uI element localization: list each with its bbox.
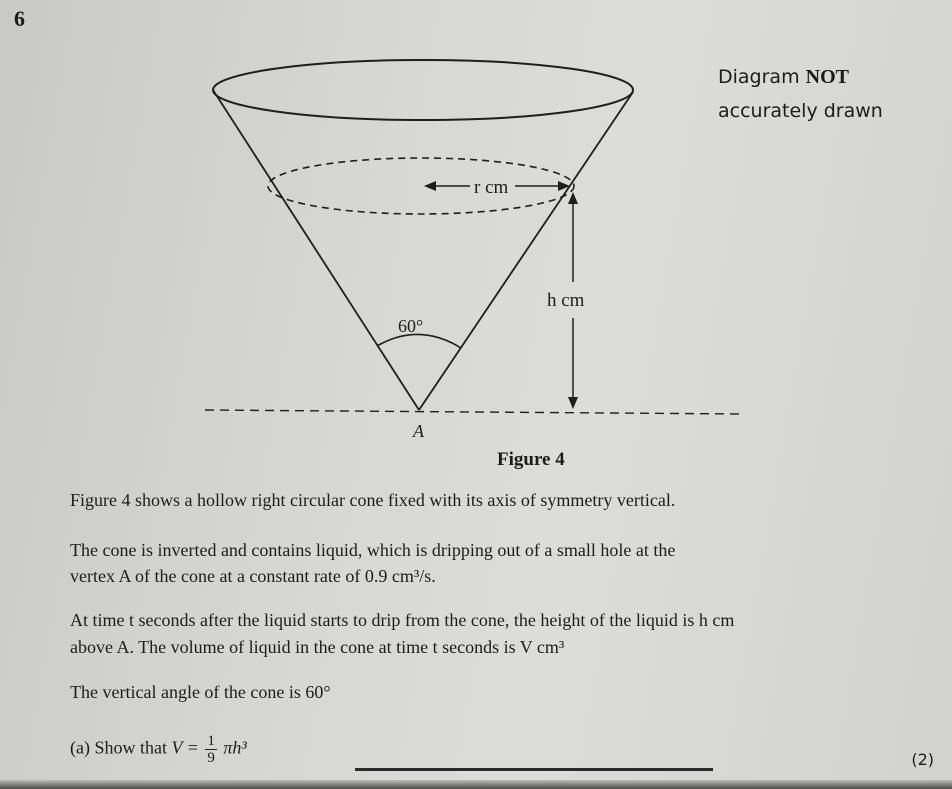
paragraph-4: The vertical angle of the cone is 60°: [70, 682, 331, 702]
height-arrow-top-head: [568, 192, 578, 204]
page-bottom-edge: [0, 780, 952, 789]
angle-label: 60°: [398, 316, 424, 336]
vertex-label: A: [413, 421, 424, 441]
figure-caption: Figure 4: [497, 449, 565, 470]
paragraph-1: Figure 4 shows a hollow right circular cone fixed with its axis of symmetry vertical.: [70, 490, 676, 510]
paragraph-3-line-1: At time t seconds after the liquid starts to drip from the cone, the height of the liquid is h cm: [70, 610, 735, 630]
height-label: h cm: [547, 290, 585, 311]
note-word-not: NOT: [805, 66, 849, 88]
answer-underline: [355, 768, 713, 771]
height-arrow-bottom-head: [568, 397, 578, 409]
part-a-question: [70, 733, 247, 766]
cone-left-side: [213, 90, 419, 410]
marks-label: (2): [911, 750, 934, 769]
paragraph-3-line-2: above A. The volume of liquid in the cone at time t seconds is V cm³: [70, 637, 565, 657]
question-number: 6: [14, 6, 25, 31]
part-a-lhs: V =: [171, 737, 199, 758]
fraction-denominator: 9: [207, 750, 215, 766]
cone-rim: [213, 60, 633, 120]
paragraph-2-line-2: vertex A of the cone at a constant rate of 0.9 cm³/s.: [70, 566, 436, 586]
angle-arc: [377, 334, 461, 348]
diagram-note-line2: accurately drawn: [718, 100, 883, 122]
part-a-rhs: πh³: [223, 737, 247, 758]
fraction-numerator: 1: [207, 733, 215, 749]
cone-right-side: [419, 92, 633, 410]
fraction-one-ninth: [205, 733, 217, 766]
paragraph-2-line-1: The cone is inverted and contains liquid, which is dripping out of a small hole at the: [70, 540, 676, 560]
note-word-diagram: Diagram: [718, 66, 800, 88]
part-a-prefix: (a) Show that: [70, 737, 167, 758]
radius-arrow-left-head: [424, 181, 436, 191]
baseline-dashed: [205, 410, 745, 414]
radius-label: r cm: [474, 177, 509, 198]
